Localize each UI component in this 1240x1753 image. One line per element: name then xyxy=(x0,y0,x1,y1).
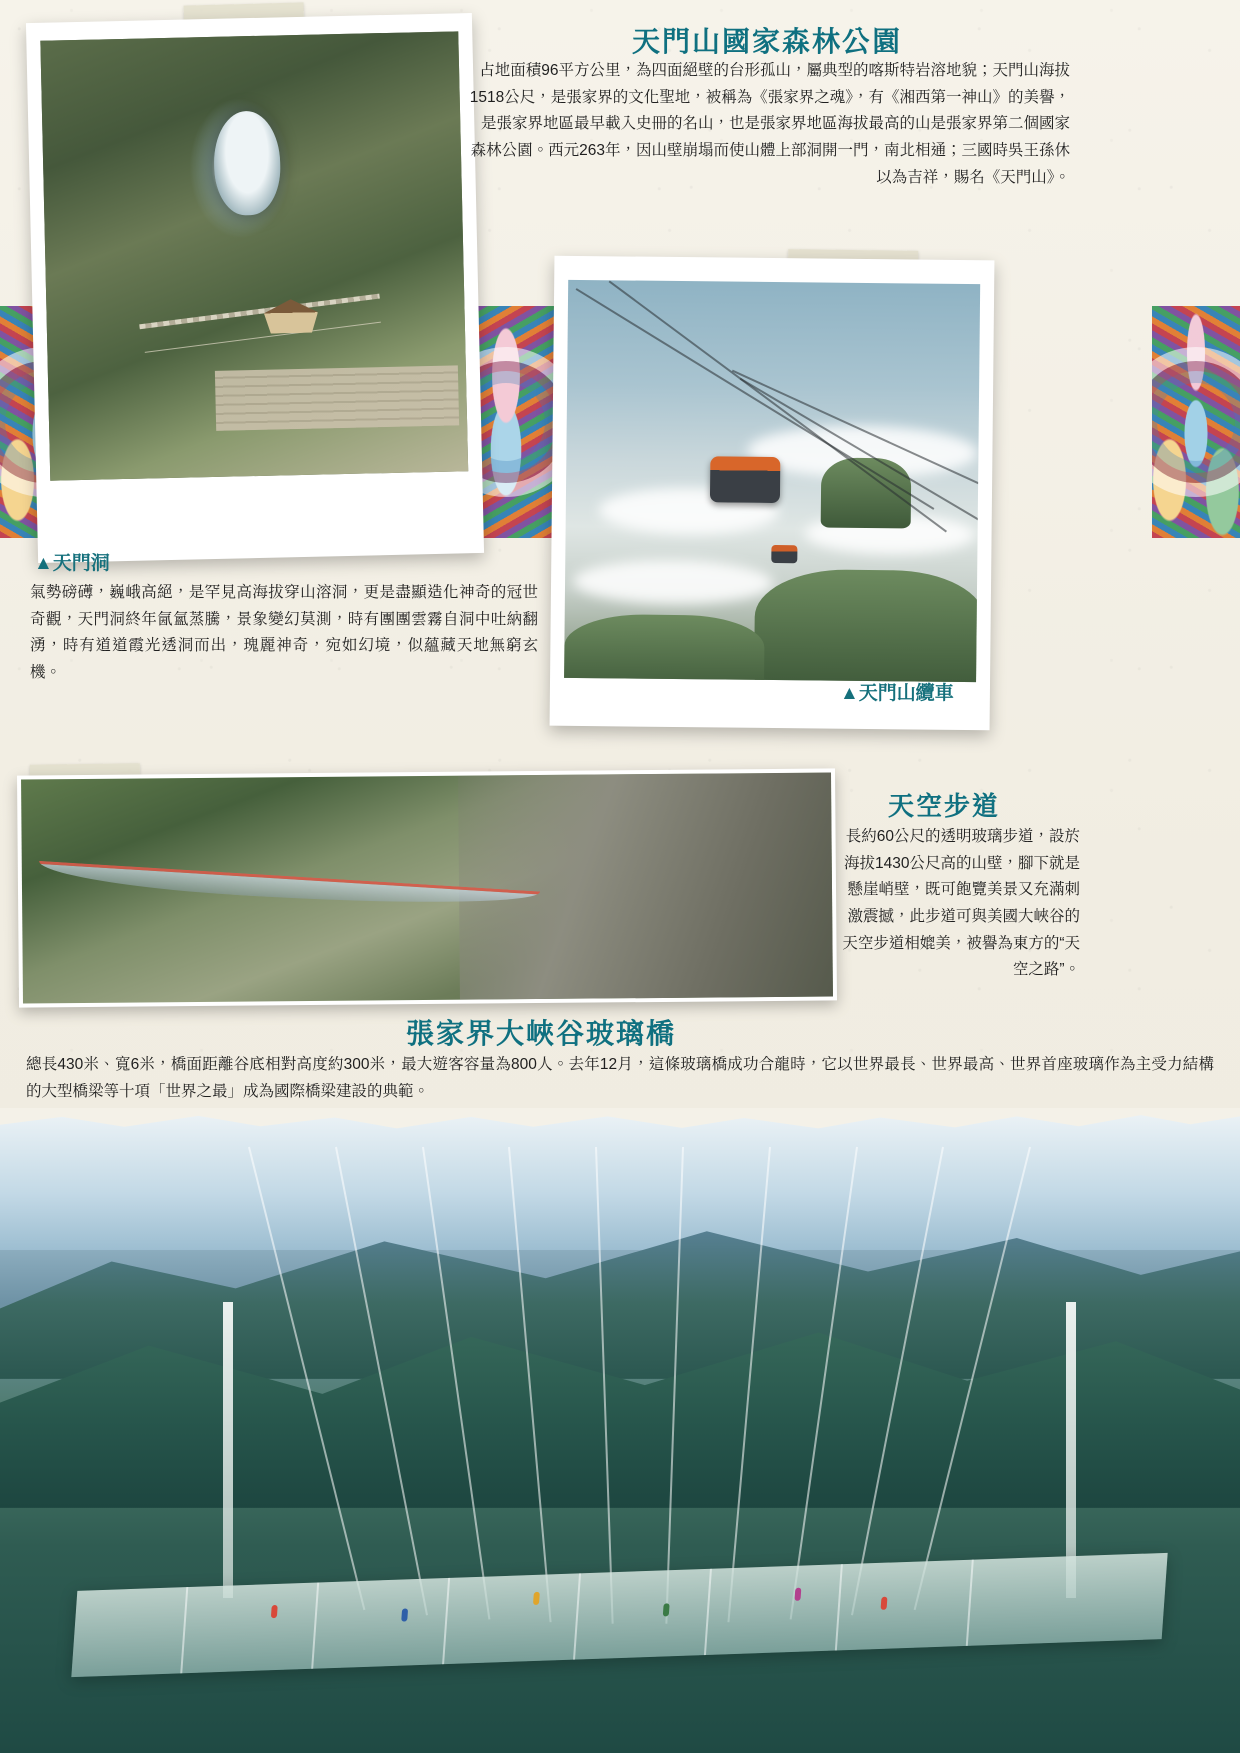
photo-skywalk-image xyxy=(21,772,833,1003)
photo-glass-bridge xyxy=(0,1108,1240,1753)
decorative-ornament-right xyxy=(1152,306,1240,538)
bridge-visitor xyxy=(881,1597,888,1610)
bridge-tower-right xyxy=(1066,1302,1076,1599)
deck-plank xyxy=(181,1587,189,1673)
cable-car-cabin-distant xyxy=(771,545,797,563)
cave-caption: ▲天門洞 xyxy=(34,553,110,574)
bridge-visitor xyxy=(663,1603,670,1616)
cable-car-cabin xyxy=(710,456,780,503)
photo-tianmen-cave xyxy=(26,13,484,563)
bridge-visitor xyxy=(795,1588,802,1601)
bridge-visitor xyxy=(272,1605,279,1618)
deck-plank xyxy=(966,1560,974,1646)
park-title: 天門山國家森林公園 xyxy=(632,27,903,58)
photo-tianmen-cable-car xyxy=(550,256,995,731)
photo-tianmen-cave-image xyxy=(40,31,468,480)
mountain-stairs xyxy=(139,293,380,329)
mountain-peak xyxy=(753,568,980,682)
skywalk-description: 長約60公尺的透明玻璃步道，設於海拔1430公尺高的山壁，腳下就是懸崖峭壁，既可飽覽美景又充滿刺激震撼，此步道可與美國大峽谷的天空步道相媲美，被譽為東方的“天空之路”。 xyxy=(842,828,1080,979)
bridge-visitor xyxy=(402,1609,409,1622)
bridge-deck xyxy=(72,1553,1169,1677)
stone-wall xyxy=(215,366,459,431)
tianmen-cave-hole xyxy=(213,110,281,215)
deck-plank xyxy=(442,1578,450,1664)
deck-plank xyxy=(573,1574,581,1660)
photo-cable-car-image xyxy=(564,280,980,682)
ornament-ring xyxy=(1152,347,1240,497)
bridge-description: 總長430米、寬6米，橋面距離谷底相對高度約300米，最大遊客容量為800人。去年12月，這條玻璃橋成功合龍時，它以世界最長、世界最高、世界首座玻璃作為主受力結構的大型橋梁等十項「世界之最」成為國際橋梁建設的典範。 xyxy=(26,1056,1214,1100)
deck-plank xyxy=(704,1569,712,1655)
deck-plank xyxy=(835,1565,843,1651)
park-description: 占地面積96平方公里，為四面絕壁的台形孤山，屬典型的喀斯特岩溶地貌；天門山海拔1518公尺，是張家界的文化聖地，被稱為《張家界之魂》，有《湘西第一神山》的美譽，是張家界地區最早載入史冊的名山，也是張家界地區海拔最高的山是張家界第二個國家森林公園。西元263年，因山壁崩塌而使山體上部洞開一門，南北相通；三國時吳王孫休以為吉祥，賜名《天門山》。 xyxy=(469,62,1070,186)
bridge-title: 張家界大峽谷玻璃橋 xyxy=(406,1019,677,1050)
skywalk-title: 天空步道 xyxy=(888,792,1001,821)
cloud xyxy=(573,559,773,605)
deck-plank xyxy=(312,1583,320,1669)
sky xyxy=(0,1108,1240,1250)
cablecar-caption: ▲天門山纜車 xyxy=(840,683,954,704)
bridge-visitor xyxy=(534,1592,541,1605)
mountain-peak xyxy=(564,614,765,682)
cliff-face xyxy=(458,772,833,999)
photo-skywalk xyxy=(17,768,837,1007)
cave-description: 氣勢磅礡，巍峨高絕，是罕見高海拔穿山溶洞，更是盡顯造化神奇的冠世奇觀，天門洞終年氤氳蒸騰，景象變幻莫測，時有團團雲霧自洞中吐納翻湧，時有道道霞光透洞而出，瑰麗神奇，宛如幻境，似蘊藏天地無窮玄機。 xyxy=(30,584,538,681)
bridge-tower-left xyxy=(223,1302,233,1599)
